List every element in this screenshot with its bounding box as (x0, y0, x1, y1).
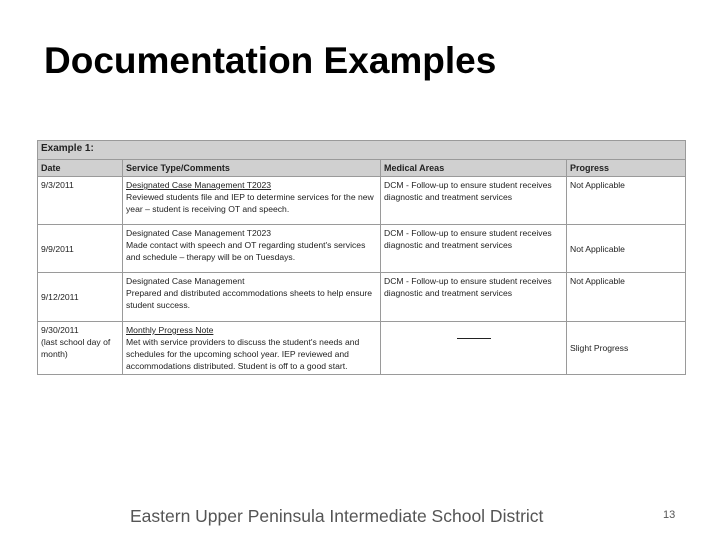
date-text: 9/12/2011 (41, 292, 79, 302)
medical-cell: DCM - Follow-up to ensure student receives diagnostic and treatment services (381, 177, 567, 225)
progress-cell: Slight Progress (567, 322, 686, 375)
table-row (38, 322, 686, 375)
slide-footer: Eastern Upper Peninsula Intermediate School District (130, 506, 544, 526)
date-cell (38, 177, 123, 225)
table-row (38, 225, 686, 273)
service-body: Made contact with speech and OT regarding student's services and schedule – therapy will be on Tuesdays. (126, 240, 366, 262)
service-title: Designated Case Management (126, 276, 245, 286)
header-date: Date (38, 160, 123, 177)
table-header-row (38, 160, 686, 177)
slide-title: Documentation Examples (44, 40, 497, 81)
service-body: Reviewed students file and IEP to determine services for the new year – student is receiving OT and speech. (126, 192, 374, 214)
date-cell (38, 225, 123, 273)
date-text: 9/3/2011 (41, 180, 74, 190)
documentation-table (37, 140, 686, 375)
service-cell (123, 225, 381, 273)
service-body: Prepared and distributed accommodations sheets to help ensure student success. (126, 288, 373, 310)
service-body: Met with service providers to discuss the student's needs and schedules for the upcoming school year. IEP reviewed and accommodations distributed. Student is off to a good start. (126, 337, 360, 371)
date-text: 9/30/2011 (41, 325, 79, 335)
service-cell (123, 273, 381, 322)
empty-dash (457, 338, 491, 339)
progress-cell: Not Applicable (567, 273, 686, 322)
progress-cell: Not Applicable (567, 225, 686, 273)
table-caption-row (38, 141, 686, 160)
date-cell (38, 322, 123, 375)
date-note: (last school day of month) (41, 337, 111, 359)
date-text: 9/9/2011 (41, 243, 74, 254)
medical-cell: DCM - Follow-up to ensure student receives diagnostic and treatment services (381, 273, 567, 322)
medical-cell: DCM - Follow-up to ensure student receives diagnostic and treatment services (381, 225, 567, 273)
service-title: Designated Case Management T2023 (126, 180, 272, 190)
date-cell (38, 273, 123, 322)
service-cell (123, 177, 381, 225)
service-title: Designated Case Management T2023 (126, 228, 272, 238)
service-cell (123, 322, 381, 375)
header-medical: Medical Areas (381, 160, 567, 177)
header-service: Service Type/Comments (123, 160, 381, 177)
page-number: 13 (663, 509, 676, 521)
table-caption: Example 1: (38, 141, 686, 160)
header-progress: Progress (567, 160, 686, 177)
progress-cell: Not Applicable (567, 177, 686, 225)
service-title: Monthly Progress Note (126, 325, 214, 335)
table-row (38, 177, 686, 225)
medical-cell (381, 322, 567, 375)
table-row (38, 273, 686, 322)
